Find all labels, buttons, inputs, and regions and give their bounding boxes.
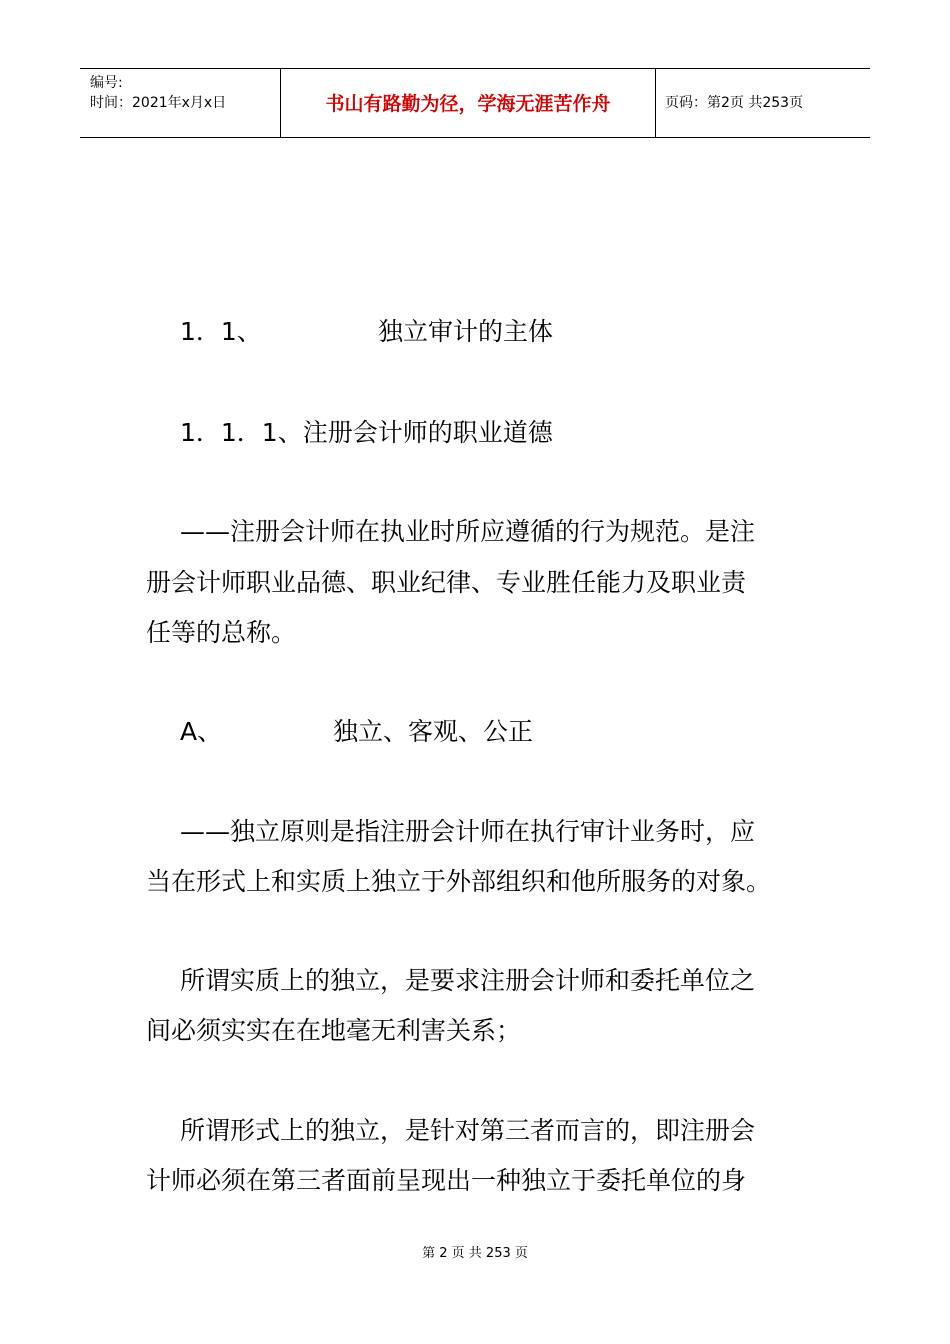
header-left-cell (80, 69, 280, 137)
para-2-line-2: 当在形式上和实质上独立于外部组织和他所服务的对象。 (146, 867, 772, 896)
para-4-line-2: 计师必须在第三者面前呈现出一种独立于委托单位的身 (146, 1166, 747, 1195)
heading-3-text: 独立、客观、公正 (333, 717, 534, 746)
para-3-line-1: 所谓实质上的独立，是要求注册会计师和委托单位之 (180, 966, 756, 995)
page-header (80, 68, 870, 138)
heading-1-number: 1．1、 (180, 317, 262, 346)
para-1-line-1: ——注册会计师在执业时所应遵循的行为规范。是注 (180, 517, 756, 546)
heading-3-number: A、 (180, 717, 223, 746)
header-motto-cell (280, 69, 656, 137)
date-label: 时间：2021年x月x日 (90, 95, 227, 111)
page-footer: 第 2 页 共 253 页 (422, 1246, 528, 1261)
para-3-line-2: 间必须实实在在地毫无利害关系； (146, 1016, 522, 1045)
para-4-line-1: 所谓形式上的独立，是针对第三者而言的，即注册会 (180, 1116, 756, 1145)
heading-2: 1．1．1、注册会计师的职业道德 (180, 418, 553, 447)
para-2-line-1: ——独立原则是指注册会计师在执行审计业务时，应 (180, 817, 756, 846)
para-1-line-2: 册会计师职业品德、职业纪律、专业胜任能力及职业责 (146, 568, 747, 597)
para-1-line-3: 任等的总称。 (146, 618, 297, 647)
motto-text: 书山有路勤为径，学海无涯苦作舟 (325, 93, 611, 115)
number-label: 编号: (90, 75, 123, 91)
header-right-cell (655, 69, 870, 137)
page-info: 页码：第2页 共253页 (665, 95, 804, 111)
heading-1-text: 独立审计的主体 (378, 317, 554, 346)
